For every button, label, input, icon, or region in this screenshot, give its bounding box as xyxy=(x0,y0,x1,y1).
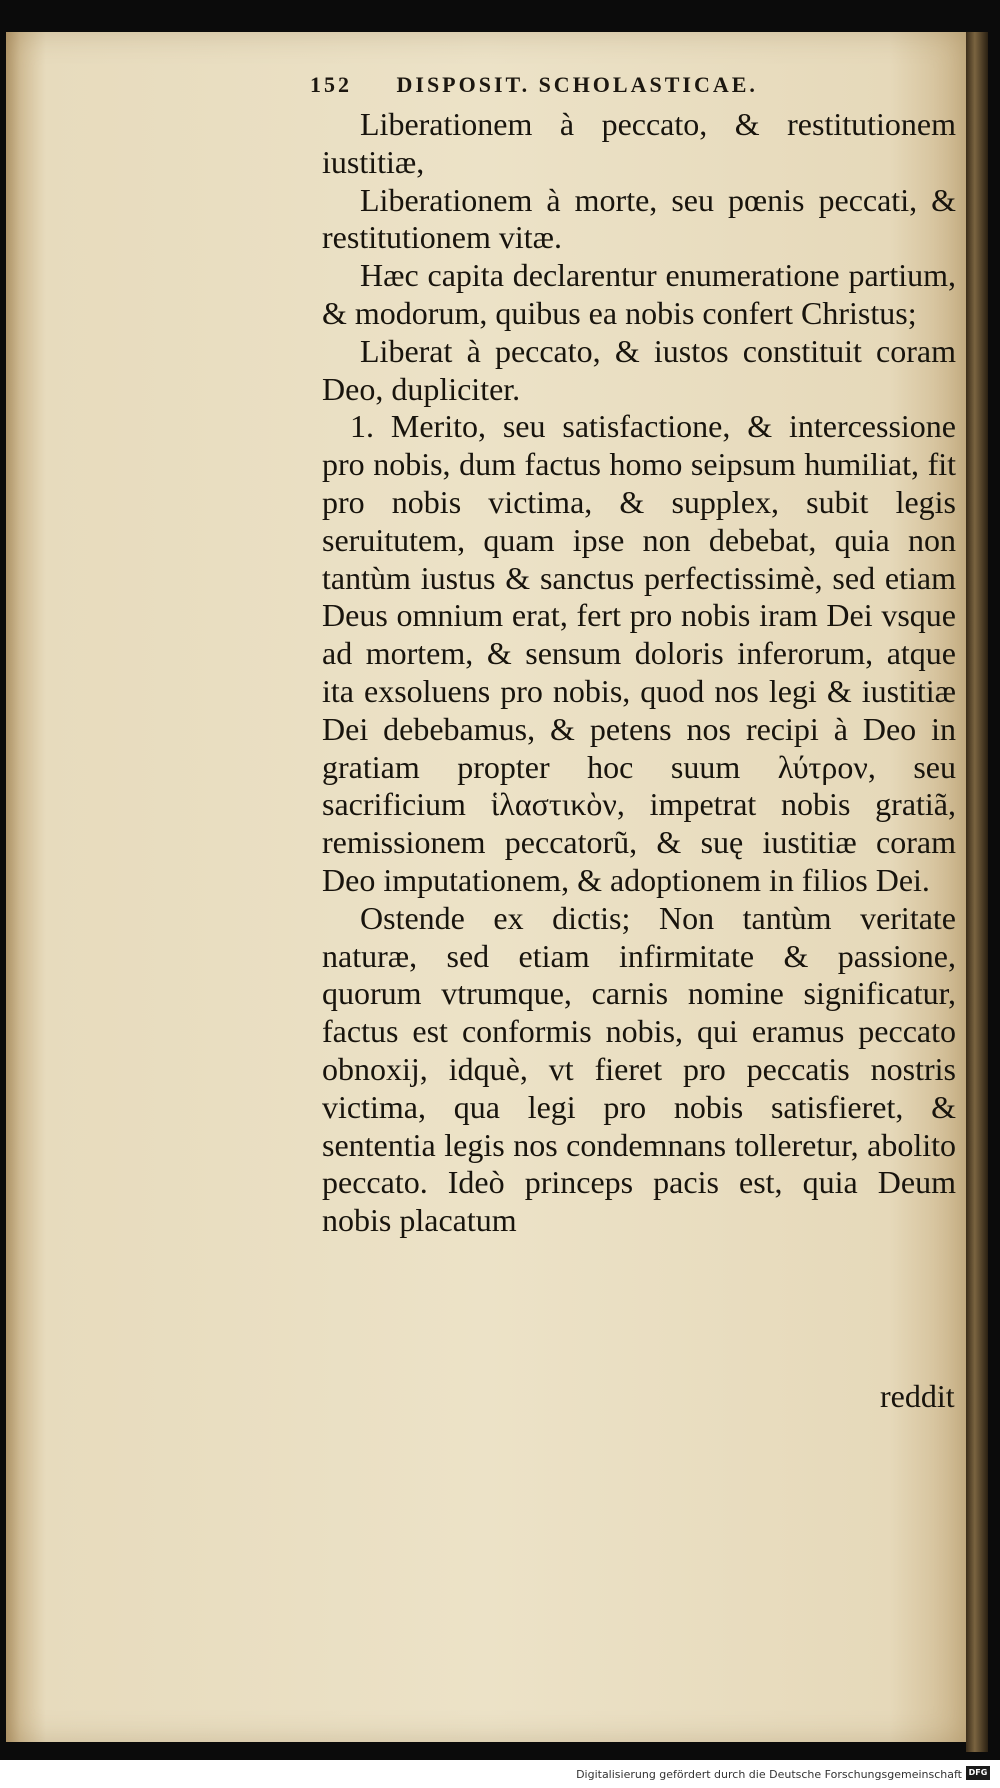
paragraph-5: 1. Merito, seu satisfactione, & intercessione pro nobis, dum factus homo seipsum humiliat, fit pro nobis victima, & supplex, subit legis seruitutem, quam ipse non debebat, quia non tantùm iustus & sanctus perfectissimè, sed etiam Deus omnium erat, fert pro nobis iram Dei vsque ad mortem, & sensum doloris inferorum, atque ita exsoluens pro nobis, quod nos legi & iustitiæ Dei debebamus, & petens nos recipi à Deo in gratiam propter hoc suum λύτρον, seu sacrificium ἱλαστικὸν, impetrat nobis gratiã, remissionem peccatorũ, & suę iustitiæ coram Deo imputationem, & adoptionem in filios Dei. xyxy=(322,408,956,898)
running-head xyxy=(310,72,960,98)
catchword: reddit xyxy=(880,1378,955,1414)
running-title: DISPOSIT. SCHOLASTICAE. xyxy=(396,72,758,97)
dfg-logo: DFG xyxy=(966,1766,990,1780)
paragraph-1: Liberationem à peccato, & restitutionem iustitiæ, xyxy=(322,106,956,180)
main-text xyxy=(322,106,956,1240)
page-number: 152 xyxy=(310,72,352,97)
page-edge xyxy=(966,32,988,1752)
paragraph-2: Liberationem à morte, seu pœnis peccati, & restitutionem vitæ. xyxy=(322,181,956,256)
paragraph-4: Liberat à peccato, & iustos constituit coram Deo, dupliciter. xyxy=(322,332,956,407)
footer-credit: Digitalisierung gefördert durch die Deutsche Forschungsgemeinschaft xyxy=(576,1768,962,1781)
paragraph-6: Ostende ex dictis; Non tantùm veritate naturæ, sed etiam infirmitate & passione, quorum vtrumque, carnis nomine significatur, factus est conformis nobis, qui eramus peccato obnoxij, idquè, vt fieret pro peccatis nostris victima, qua legi pro nobis satisfieret, & sententia legis nos condemnans tolleretur, abolito peccato. Ideò princeps pacis est, quia Deum nobis placatum xyxy=(322,899,956,1239)
paragraph-3: Hæc capita declarentur enumeratione partium, & modorum, quibus ea nobis confert Christus; xyxy=(322,257,956,331)
